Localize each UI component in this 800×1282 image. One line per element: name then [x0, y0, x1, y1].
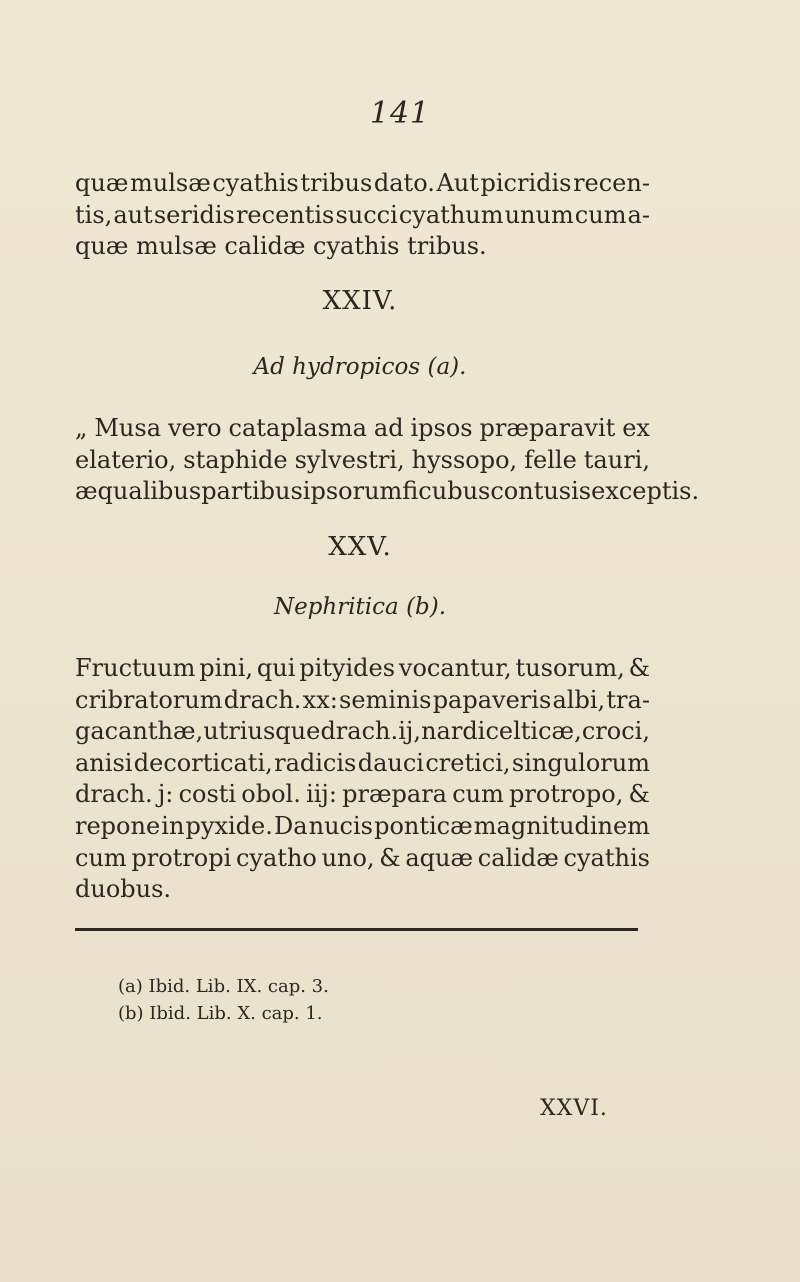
word: cyathis [563, 843, 650, 872]
word: cyathis [212, 169, 299, 197]
word: drach. [75, 780, 153, 809]
word: tusorum, [515, 654, 625, 682]
word: protropo, [509, 780, 624, 809]
paragraph-line [75, 168, 650, 200]
word: Aut [436, 169, 479, 197]
word: dauci [357, 748, 424, 777]
word: ex [622, 414, 650, 442]
word: magnitudinem [473, 811, 650, 840]
word: ipsorum [302, 477, 403, 506]
word: mulsæ [129, 169, 211, 197]
paragraph-line [75, 685, 650, 717]
word: xx: [302, 685, 338, 714]
footnote-a: (a) Ibid. Lib. IX. cap. 3. [118, 976, 329, 997]
word: & [628, 654, 650, 682]
word: cribratorum [75, 685, 223, 714]
word: ficubus [402, 477, 491, 506]
word: succi [335, 200, 398, 229]
word: obol. [241, 780, 301, 809]
word: cretici, [425, 748, 511, 777]
word: æqualibus [75, 477, 202, 506]
word: cum [75, 843, 127, 872]
paragraph-line [75, 779, 650, 811]
paragraph-line [75, 843, 650, 875]
paragraph-line [75, 200, 650, 232]
section-xxv-paragraph [75, 653, 650, 906]
word: anisi [75, 748, 133, 777]
word: staphide [183, 445, 288, 474]
word: contusis [490, 477, 592, 506]
section-subheading-xxv: Nephritica (b). [273, 594, 447, 620]
word: drach. [223, 685, 302, 714]
word: tauri, [583, 445, 650, 474]
word: qui [256, 654, 296, 682]
word: pityides [299, 654, 396, 682]
word: ij, [398, 717, 421, 746]
word: nardi [421, 717, 486, 746]
word: croci, [581, 717, 650, 746]
word: papaveris [432, 685, 552, 714]
footnote-b: (b) Ibid. Lib. X. cap. 1. [118, 1003, 323, 1024]
footnote-divider [75, 928, 638, 931]
word: pyxide. [185, 811, 273, 840]
word: recentis [235, 200, 335, 229]
word: ipsos [410, 414, 473, 442]
word: recen- [573, 169, 650, 197]
word: a- [627, 200, 650, 229]
word: dato. [373, 169, 435, 197]
word: Da [273, 811, 308, 840]
word: hyssopo, [411, 445, 518, 474]
paragraph-line [75, 811, 650, 843]
word: picridis [480, 169, 572, 197]
paragraph-line: duobus. [75, 875, 172, 904]
word: j: [157, 780, 174, 809]
word: tis, [75, 200, 113, 229]
word: „ [75, 414, 88, 442]
word: in [161, 811, 185, 840]
section-subheading-xxiv: Ad hydropicos (a). [253, 354, 467, 380]
word: singulorum [511, 748, 650, 777]
paragraph-line [75, 476, 700, 508]
word: pini, [199, 654, 254, 682]
word: utriusque [203, 717, 321, 746]
paragraph-line: quæ mulsæ calidæ cyathis tribus. [75, 232, 487, 261]
word: cum [574, 200, 627, 229]
word: felle [524, 445, 577, 474]
word: ad [373, 414, 404, 442]
paragraph-line [75, 413, 650, 445]
word: vero [167, 414, 222, 442]
word: decorticati, [133, 748, 273, 777]
word: & [379, 843, 401, 872]
word: drach. [320, 717, 399, 746]
word: iij: [306, 780, 337, 809]
word: partibus [201, 477, 303, 506]
word: seminis [339, 685, 432, 714]
word: radicis [274, 748, 357, 777]
word: repone [75, 811, 161, 840]
word: cataplasma [228, 414, 367, 442]
top-paragraph [75, 168, 650, 263]
word: ponticæ [374, 811, 473, 840]
word: cyathum [398, 200, 504, 229]
word: costi [178, 780, 237, 809]
word: quæ [75, 169, 129, 197]
word: tribus [300, 169, 373, 197]
word: nucis [308, 811, 373, 840]
word: aquæ [405, 843, 474, 872]
word: calidæ [477, 843, 559, 872]
section-heading-xxv: XXV. [328, 532, 392, 562]
catchword: XXVI. [540, 1096, 608, 1121]
paragraph-line [75, 748, 650, 780]
paragraph-line [75, 716, 650, 748]
word: Fructuum [75, 654, 196, 682]
paragraph-line [75, 445, 650, 477]
word: sylvestri, [294, 445, 405, 474]
word: aut [113, 200, 153, 229]
word: tra- [606, 685, 650, 714]
page-number: 141 [369, 96, 431, 131]
word: unum [504, 200, 574, 229]
paragraph-line [75, 653, 650, 685]
word: præpara [342, 780, 447, 809]
word: cum [452, 780, 504, 809]
word: gacanthæ, [75, 717, 204, 746]
word: celticæ, [485, 717, 582, 746]
word: cyatho [235, 843, 317, 872]
word: albi, [552, 685, 606, 714]
section-heading-xxiv: XXIV. [322, 286, 398, 316]
word: elaterio, [75, 445, 177, 474]
word: & [628, 780, 650, 809]
word: uno, [321, 843, 375, 872]
word: præparavit [479, 414, 616, 442]
word: exceptis. [591, 477, 700, 506]
section-xxiv-paragraph [75, 413, 700, 508]
word: vocantur, [398, 654, 512, 682]
word: protropi [131, 843, 232, 872]
word: seridis [153, 200, 235, 229]
word: Musa [94, 414, 162, 442]
